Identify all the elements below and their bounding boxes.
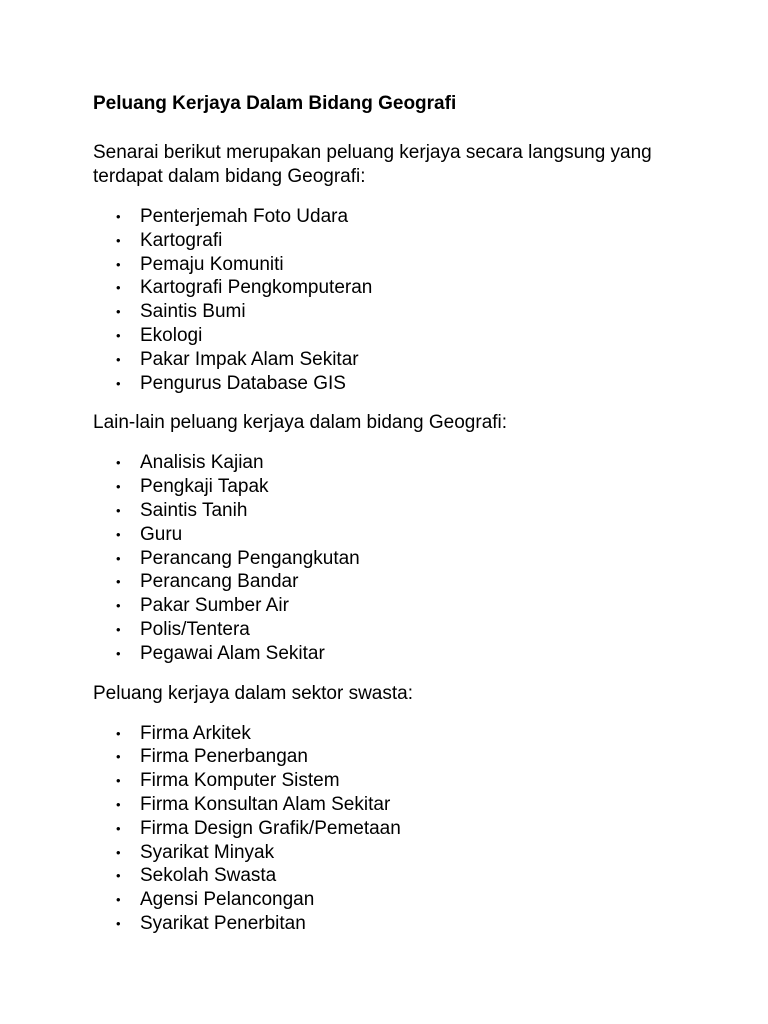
list-item-label: Polis/Tentera	[140, 618, 250, 640]
bullet-icon: •	[116, 868, 121, 884]
list-item	[93, 547, 733, 571]
section-heading-private-sector: Peluang kerjaya dalam sektor swasta:	[93, 682, 413, 704]
bullet-icon: •	[116, 526, 121, 542]
list-item	[93, 642, 733, 666]
list-item-label: Ekologi	[140, 324, 203, 346]
bullet-icon: •	[116, 502, 121, 518]
list-item-label: Perancang Bandar	[140, 571, 299, 593]
bullet-icon: •	[116, 304, 121, 320]
list-item	[93, 594, 733, 618]
list-item	[93, 372, 733, 396]
bullet-icon: •	[116, 209, 121, 224]
document-title: Peluang Kerjaya Dalam Bidang Geografi	[93, 93, 457, 114]
list-item	[93, 841, 733, 865]
career-list-private-sector	[93, 722, 733, 936]
list-item	[93, 300, 733, 324]
list-item-label: Saintis Bumi	[140, 301, 246, 323]
list-item-label: Firma Komputer Sistem	[140, 770, 340, 792]
bullet-icon: •	[116, 550, 121, 566]
list-item	[93, 523, 733, 547]
bullet-icon: •	[116, 820, 121, 836]
intro-paragraph: Senarai berikut merupakan peluang kerjaya secara langsung yang terdapat dalam bidang Geografi:	[93, 142, 652, 187]
bullet-icon: •	[116, 749, 121, 765]
bullet-icon: •	[116, 574, 121, 590]
bullet-icon: •	[116, 892, 121, 908]
list-item-label: Pegawai Alam Sekitar	[140, 642, 325, 664]
bullet-icon: •	[116, 327, 121, 343]
bullet-icon: •	[116, 455, 121, 471]
list-item	[93, 817, 733, 841]
list-item-label: Firma Konsultan Alam Sekitar	[140, 793, 391, 815]
career-list-other	[93, 451, 733, 665]
document-page	[93, 92, 733, 936]
list-item-label: Penterjemah Foto Udara	[140, 206, 349, 227]
list-item-label: Agensi Pelancongan	[140, 889, 315, 911]
list-item	[93, 475, 733, 499]
list-item	[93, 205, 733, 229]
list-item-label: Perancang Pengangkutan	[140, 547, 360, 569]
list-item	[93, 451, 733, 475]
list-item	[93, 570, 733, 594]
list-item-label: Kartografi	[140, 229, 223, 251]
list-item-label: Pakar Sumber Air	[140, 595, 289, 617]
list-item	[93, 769, 733, 793]
bullet-icon: •	[116, 232, 121, 248]
list-item-label: Pakar Impak Alam Sekitar	[140, 348, 359, 370]
list-item	[93, 745, 733, 769]
list-item-label: Syarikat Minyak	[140, 841, 275, 863]
list-item-label: Analisis Kajian	[140, 452, 264, 474]
list-item-label: Syarikat Penerbitan	[140, 912, 306, 934]
bullet-icon: •	[116, 280, 121, 296]
list-item-label: Sekolah Swasta	[140, 865, 277, 887]
list-item	[93, 793, 733, 817]
bullet-icon: •	[116, 725, 121, 741]
list-item-label: Firma Design Grafik/Pemetaan	[140, 817, 401, 839]
bullet-icon: •	[116, 375, 121, 391]
list-item	[93, 722, 733, 746]
bullet-icon: •	[116, 773, 121, 789]
list-item	[93, 912, 733, 936]
bullet-icon: •	[116, 351, 121, 367]
list-item	[93, 499, 733, 523]
section-heading-other-careers: Lain-lain peluang kerjaya dalam bidang Geografi:	[93, 412, 508, 434]
list-item	[93, 324, 733, 348]
list-item	[93, 618, 733, 642]
bullet-icon: •	[116, 598, 121, 614]
bullet-icon: •	[116, 915, 121, 931]
bullet-icon: •	[116, 796, 121, 812]
list-item	[93, 888, 733, 912]
list-item-label: Firma Penerbangan	[140, 746, 308, 768]
list-item-label: Pemaju Komuniti	[140, 253, 284, 275]
list-item-label: Pengurus Database GIS	[140, 372, 346, 394]
list-item-label: Firma Arkitek	[140, 722, 251, 744]
bullet-icon: •	[116, 645, 121, 661]
list-item	[93, 864, 733, 888]
list-item-label: Saintis Tanih	[140, 499, 248, 521]
list-item	[93, 229, 733, 253]
list-item-label: Kartografi Pengkomputeran	[140, 277, 373, 299]
career-list-direct	[93, 205, 733, 395]
list-item-label: Guru	[140, 523, 183, 545]
list-item	[93, 253, 733, 277]
list-item-label: Pengkaji Tapak	[140, 476, 269, 498]
bullet-icon: •	[116, 479, 121, 495]
bullet-icon: •	[116, 621, 121, 637]
bullet-icon: •	[116, 256, 121, 272]
list-item	[93, 276, 733, 300]
list-item	[93, 348, 733, 372]
bullet-icon: •	[116, 844, 121, 860]
